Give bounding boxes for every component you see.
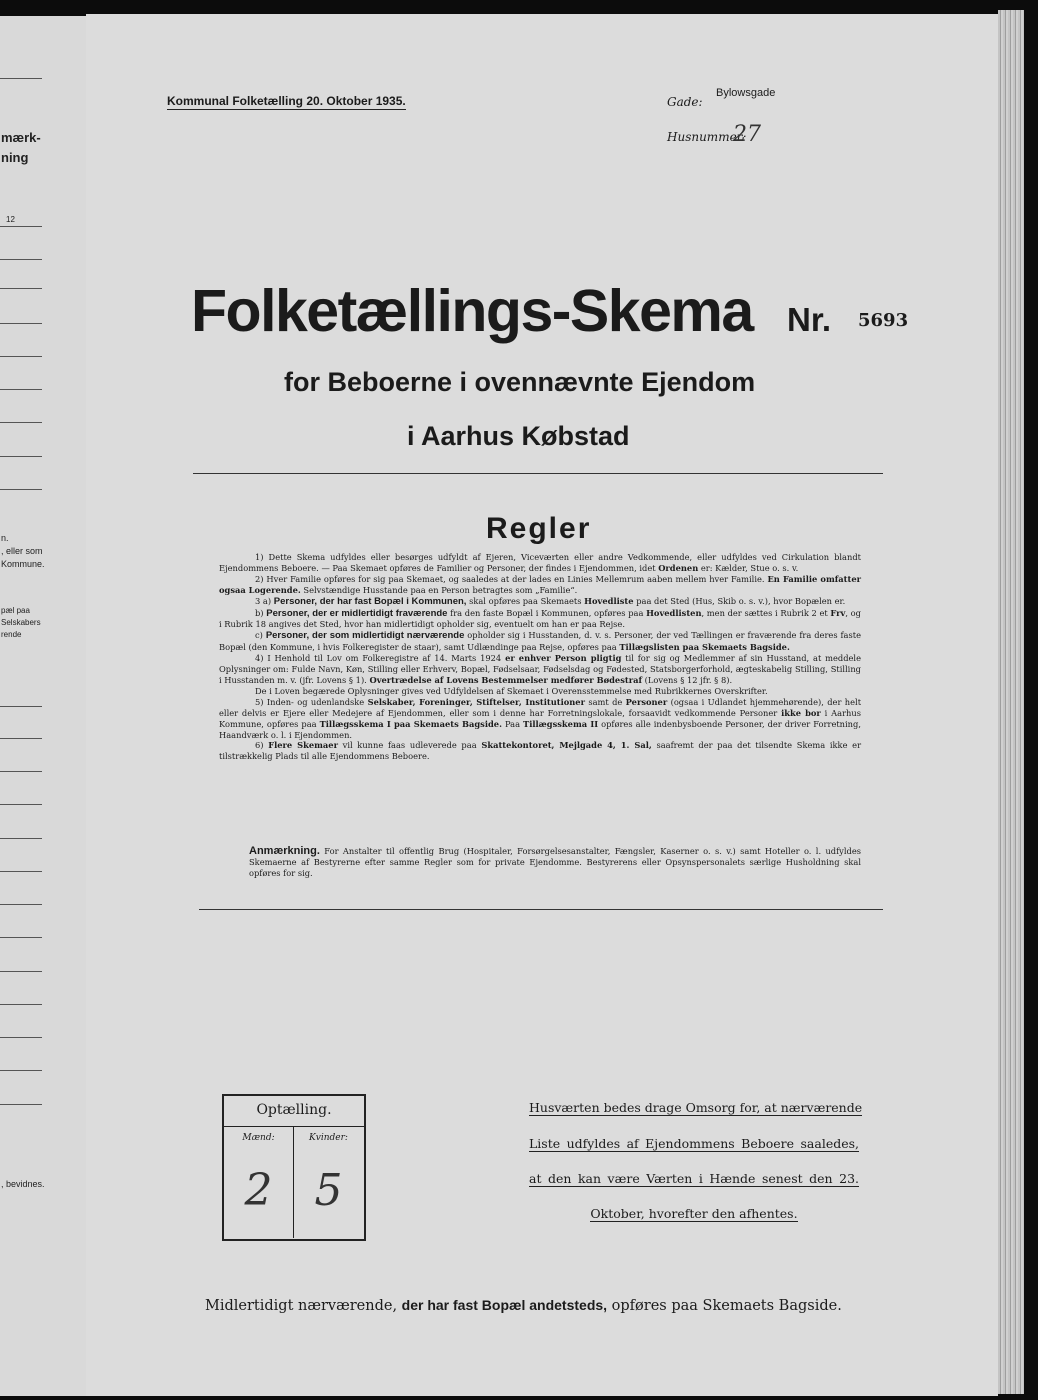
rule-5: 5) Inden- og udenlandske Selskaber, Foreninger, Stiftelser, Institutioner samt de Personer (ogsaa i Udlandet hjemmehørende), der helt eller delvis er Ejere eller Medejere af Ejendommen, eller som i denne har Forretningslokale, forsaavidt vedkommende Personer ikke bor i Aarhus Kommune, opføres paa Tillægsskema I paa Skemaets Bagside. Paa Tillægsskema II opføres alle indenbysboende Personer, der driver Forretning, Haandværk o. l. i Ejendommen. bbox=[219, 696, 862, 740]
fragment-text: Selskabers bbox=[1, 618, 41, 627]
fragment-text: mærk- bbox=[1, 130, 41, 145]
divider bbox=[0, 422, 42, 423]
rule-3a: 3 a) Personer, der har fast Bopæl i Kommunen, skal opføres paa Skemaets Hovedliste paa det Sted (Hus, Skib o. s. v.), hvor Bopælen er. bbox=[255, 595, 846, 607]
divider bbox=[0, 771, 42, 772]
fragment-text: , bevidnes. bbox=[1, 1179, 45, 1189]
count-title: Optælling. bbox=[256, 1102, 332, 1118]
divider bbox=[0, 838, 42, 839]
divider bbox=[0, 456, 42, 457]
rule-1: 1) Dette Skema udfyldes eller besørges udfyldt af Ejeren, Viceværten eller andre Vedkommende, eller udfyldes ved Cirkulation blandt Ejendommens Beboere. — Paa Skemaet opføres de Familier og Personer, der findes i Ejendommen, idet Ordenen er: Kælder, Stue o. s. v. bbox=[219, 552, 861, 573]
divider bbox=[0, 78, 42, 79]
women-label: Kvinder: bbox=[309, 1133, 348, 1143]
divider bbox=[193, 473, 883, 474]
rule-3c: c) Personer, der som midlertidigt nærværende opholder sig i Husstanden, d. v. s. Personer, der ved Tællingen er fraværende fra deres faste Bopæl (den Kommune, i hvis Folkeregister de staar), samt Udlændinge paa Rejse, opføres paa Tillægslisten paa Skemaets Bagside. bbox=[219, 630, 862, 653]
rule-6: 6) Flere Skemaer vil kunne faas udleverede paa Skattekontoret, Mejlgade 4, 1. Sal, saafremt der paa det tilsendte Skema ikke er tilstrækkelig Plads til alle Ejendommens Beboere. bbox=[219, 740, 862, 762]
note-paragraph bbox=[249, 846, 861, 879]
instruction-line-3: at den kan være Værten i Hænde senest den 23. bbox=[529, 1171, 859, 1186]
page-edges bbox=[998, 10, 1024, 1394]
instruction-line-1: Husværten bedes drage Omsorg for, at nærværende bbox=[529, 1100, 863, 1115]
subtitle-line-2: i Aarhus Købstad bbox=[407, 421, 630, 451]
divider bbox=[0, 904, 42, 905]
rule-3b: b) Personer, der er midlertidigt fraværende fra den faste Bopæl i Kommunen, opføres paa Hovedlisten, men der sættes i Rubrik 2 et Frv, og i Rubrik 18 angives det Sted, hvor han midlertidigt opholder sig, eventuelt om han er paa Rejse. bbox=[219, 607, 861, 630]
men-column bbox=[224, 1127, 294, 1238]
divider bbox=[0, 1037, 42, 1038]
form-number-value: 5693 bbox=[858, 310, 909, 331]
divider bbox=[0, 1104, 42, 1105]
page-title: Folketællings-Skema bbox=[191, 278, 753, 344]
divider bbox=[0, 389, 42, 390]
rules-text bbox=[219, 552, 861, 762]
count-box bbox=[222, 1094, 366, 1241]
divider bbox=[0, 259, 42, 260]
house-number-value: 27 bbox=[733, 122, 761, 147]
fragment-text: n. bbox=[1, 533, 9, 543]
census-title: Kommunal Folketælling 20. Oktober 1935. bbox=[167, 94, 406, 108]
divider bbox=[0, 937, 42, 938]
facing-page-fragment bbox=[0, 16, 89, 1396]
rules-heading: Regler bbox=[486, 512, 592, 545]
divider bbox=[0, 871, 42, 872]
count-grid bbox=[224, 1126, 364, 1238]
fragment-text: Kommune. bbox=[1, 559, 45, 569]
fragment-text: , eller som bbox=[1, 546, 43, 556]
men-label: Mænd: bbox=[242, 1133, 275, 1143]
fragment-text: pæl paa bbox=[1, 606, 30, 615]
street-label: Gade: bbox=[667, 95, 703, 109]
men-count: 2 bbox=[244, 1165, 273, 1216]
rule-4: 4) I Henhold til Lov om Folkeregistre af 14. Marts 1924 er enhver Person pligtig til for sig og Medlemmer af sin Husstand, at meddele Oplysninger om: Fulde Navn, Køn, Stilling eller Erhverv, Bopæl, Fødselsaar, Fødselsdag og Fødested, Statsborgerforhold, ægteskabelig Stilling, Stilling i Husstanden m. v. (jfr. Lovens § 1). Overtrædelse af Lovens Bestemmelser medfører Bødestraf (Lovens § 12 jfr. § 8). bbox=[219, 653, 861, 685]
instruction-line-4: Oktober, hvorefter den afhentes. bbox=[590, 1206, 798, 1221]
divider bbox=[0, 1070, 42, 1071]
instruction-line-2: Liste udfyldes af Ejendommens Beboere saaledes, bbox=[529, 1136, 859, 1151]
divider bbox=[0, 804, 42, 805]
note-text: For Anstalter til offentlig Brug (Hospitaler, Forsørgelsesanstalter, Fængsler, Kaserner o. s. v.) samt Hoteller o. l. udfyldes Skemaerne af Bestyrerne efter samme Regler som for private Ejendomme. Bestyrerens eller Opsynspersonalets særlige Husholdning skal opføres for sig. bbox=[249, 846, 861, 878]
rule-2: 2) Hver Familie opføres for sig paa Skemaet, og saaledes at der lades en Linies Mellemrum aaben mellem hver Familie. En Familie omfatter ogsaa Logerende. Selvstændige Husstande paa en Person betragtes som „Familie“. bbox=[219, 573, 862, 595]
divider bbox=[199, 909, 883, 910]
divider bbox=[0, 288, 42, 289]
divider bbox=[0, 356, 42, 357]
divider bbox=[0, 971, 42, 972]
women-count: 5 bbox=[314, 1165, 343, 1216]
divider bbox=[0, 489, 42, 490]
women-column bbox=[294, 1127, 363, 1238]
divider bbox=[0, 706, 42, 707]
house-number-label: Husnummer: bbox=[667, 130, 747, 144]
fragment-text: ning bbox=[1, 150, 29, 165]
rule-4-extra: De i Loven begærede Oplysninger gives ved Udfyldelsen af Skemaet i Overensstemmelse med Rubrikkernes Overskrifter. bbox=[255, 685, 768, 696]
divider bbox=[0, 1004, 42, 1005]
note-label: Anmærkning. bbox=[249, 845, 320, 857]
divider bbox=[0, 226, 42, 227]
footer-note: Midlertidigt nærværende, der har fast Bopæl andetsteds, opføres paa Skemaets Bagside. bbox=[205, 1297, 842, 1314]
divider bbox=[0, 323, 42, 324]
fragment-text: rende bbox=[1, 630, 22, 639]
divider bbox=[0, 738, 42, 739]
subtitle-line-1: for Beboerne i ovennævnte Ejendom bbox=[284, 367, 756, 397]
fragment-text: 12 bbox=[6, 215, 15, 224]
street-value: Bylowsgade bbox=[716, 87, 776, 99]
form-number-label: Nr. bbox=[787, 301, 832, 338]
